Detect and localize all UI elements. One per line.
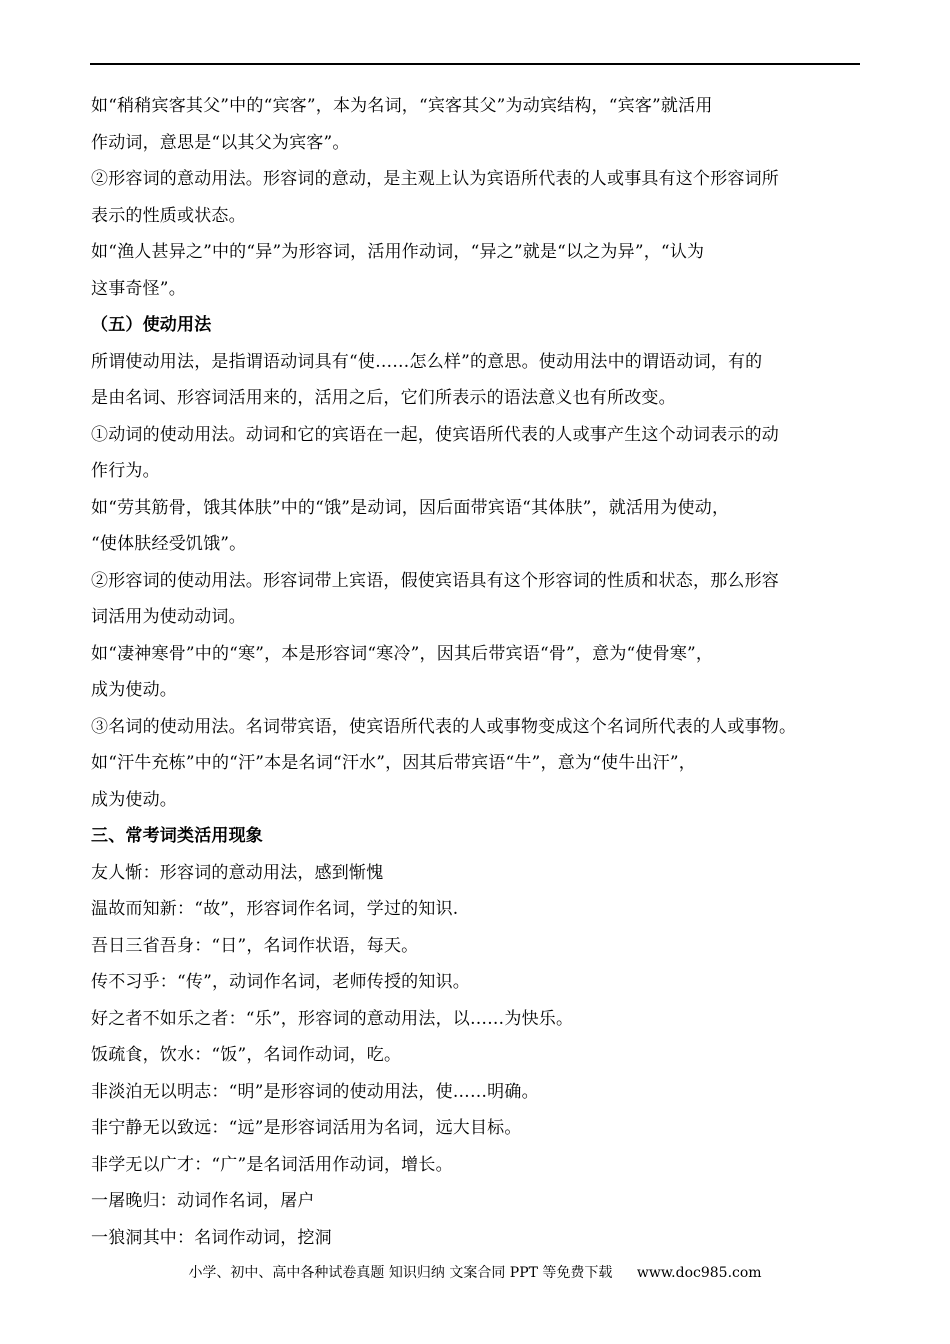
text-line: 非淡泊无以明志：“明”是形容词的使动用法，使……明确。: [91, 1081, 539, 1102]
text-line: 表示的性质或状态。: [91, 205, 246, 226]
text-line: 是由名词、形容词活用来的，活用之后，它们所表示的语法意义也有所改变。: [91, 388, 676, 408]
document-body: [91, 88, 871, 1256]
text-line: 如“劳其筋骨，饿其体肤”中的“饿”是动词，因后面带宾语“其体肤”，就活用为使动，: [91, 497, 730, 518]
text-line: 这事奇怪”。: [91, 278, 186, 299]
text-line: ③名词的使动用法。名词带宾语，使宾语所代表的人或事物变成这个名词所代表的人或事物。: [91, 716, 797, 737]
page-footer: [0, 1262, 950, 1282]
text-line: 作行为。: [91, 461, 160, 481]
text-line: 一狼洞其中：名词作动词，挖洞: [91, 1227, 332, 1248]
text-line: 非学无以广才：“广”是名词活用作动词，增长。: [91, 1154, 453, 1175]
text-line: 如“稍稍宾客其父”中的“宾客”，本为名词，“宾客其父”为动宾结构，“宾客”就活用: [91, 96, 713, 116]
text-line: 如“渔人甚异之”中的“异”为形容词，活用作动词，“异之”就是“以之为异”，“认为: [91, 242, 705, 262]
text-line: 如“凄神寒骨”中的“寒”，本是形容词“寒冷”，因其后带宾语“骨”，意为“使骨寒”，: [91, 643, 714, 664]
header-rule: [90, 63, 860, 65]
text-line: 传不习乎：“传”，动词作名词，老师传授的知识。: [91, 972, 470, 992]
text-line: 所谓使动用法，是指谓语动词具有“使……怎么样”的意思。使动用法中的谓语动词，有的: [91, 351, 763, 372]
text-line: 一屠晚归：动词作名词，屠户: [91, 1191, 315, 1211]
section-heading: 三、常考词类活用现象: [91, 826, 263, 846]
text-line: 温故而知新：“故”，形容词作名词，学过的知识.: [91, 899, 459, 919]
text-line: ②形容词的使动用法。形容词带上宾语，假使宾语具有这个形容词的性质和状态，那么形容: [91, 570, 779, 591]
text-line: “使体肤经受饥饿”。: [91, 534, 247, 554]
text-line: 词活用为使动动词。: [91, 607, 246, 627]
text-line: ①动词的使动用法。动词和它的宾语在一起，使宾语所代表的人或事产生这个动词表示的动: [91, 424, 779, 445]
text-line: 友人惭：形容词的意动用法，感到惭愧: [91, 862, 384, 883]
text-line: 非宁静无以致远：“远”是形容词活用为名词，远大目标。: [91, 1118, 522, 1138]
text-line: 如“汗牛充栋”中的“汗”本是名词“汗水”，因其后带宾语“牛”，意为“使牛出汗”，: [91, 753, 696, 773]
text-line: 好之者不如乐之者：“乐”，形容词的意动用法，以……为快乐。: [91, 1008, 574, 1029]
text-line: 成为使动。: [91, 789, 177, 810]
text-line: 饭疏食，饮水：“饭”，名词作动词，吃。: [91, 1045, 402, 1065]
text-line: 作动词，意思是“以其父为宾客”。: [91, 132, 350, 153]
section-heading: （五）使动用法: [91, 315, 212, 335]
text-line: 成为使动。: [91, 680, 177, 700]
footer-text: 小学、初中、高中各种试卷真题 知识归纳 文案合同 PPT 等免费下载: [188, 1265, 613, 1281]
text-line: ②形容词的意动用法。形容词的意动，是主观上认为宾语所代表的人或事具有这个形容词所: [91, 169, 779, 189]
footer-url[interactable]: www.doc985.com: [636, 1265, 762, 1281]
text-line: 吾日三省吾身：“日”，名词作状语，每天。: [91, 935, 419, 956]
